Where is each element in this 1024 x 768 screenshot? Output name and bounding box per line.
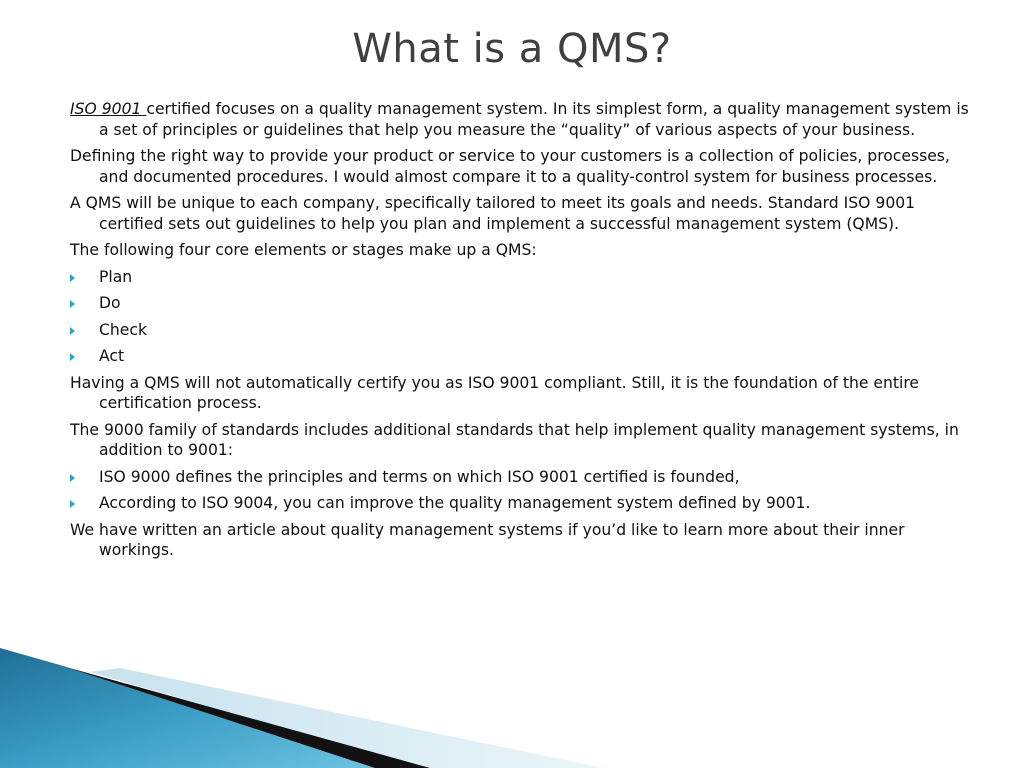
list-item-stage (70, 346, 970, 367)
decor-blue-wedge (0, 648, 375, 768)
list-item-stage (70, 293, 970, 314)
slide-body (70, 99, 970, 567)
triangle-right-icon (70, 500, 75, 508)
triangle-right-icon (70, 353, 75, 361)
decor-dark-band (40, 662, 430, 768)
list-item-label: According to ISO 9004, you can improve the quality management system defined by 9001. (99, 494, 811, 512)
iso-9001-link[interactable]: ISO 9001 (70, 100, 147, 118)
paragraph-text: certified focuses on a quality management system. In its simplest form, a quality management system is a set of principles or guidelines that help you measure the “quality” of various aspects of your business. (99, 100, 969, 139)
paragraph-core-elements: The following four core elements or stages make up a QMS: (70, 241, 537, 259)
paragraph-certification: Having a QMS will not automatically certify you as ISO 9001 compliant. Still, it is the foundation of the entire certification process. (70, 373, 920, 412)
triangle-right-icon (70, 274, 75, 282)
triangle-right-icon (70, 300, 75, 308)
paragraph-iso-intro (70, 99, 970, 140)
list-item-standard (70, 493, 970, 514)
list-item-label: Plan (99, 267, 133, 286)
page-title: What is a QMS? (352, 26, 672, 72)
list-item-standard (70, 467, 970, 488)
list-item-label: Check (99, 320, 147, 339)
paragraph-defining: Defining the right way to provide your product or service to your customers is a collection of policies, processes, and documented procedures. I would almost compare it to a quality-control system for business processes. (70, 147, 950, 186)
list-item-label: Act (99, 347, 125, 365)
list-item-stage (70, 267, 970, 288)
triangle-right-icon (70, 474, 75, 482)
list-item-stage (70, 320, 970, 341)
list-item-label: ISO 9000 defines the principles and terms on which ISO 9001 certified is founded, (99, 467, 740, 486)
paragraph-article: We have written an article about quality management systems if you’d like to learn more about their inner workings. (70, 520, 905, 559)
decor-light-band (90, 668, 604, 768)
paragraph-family: The 9000 family of standards includes additional standards that help implement quality management systems, in addition to 9001: (70, 420, 959, 459)
paragraph-unique: A QMS will be unique to each company, specifically tailored to meet its goals and needs. Standard ISO 9001 certified sets out guidelines to help you plan and implement a successful management system (QMS). (70, 194, 916, 233)
triangle-right-icon (70, 327, 75, 335)
list-item-label: Do (99, 294, 121, 312)
